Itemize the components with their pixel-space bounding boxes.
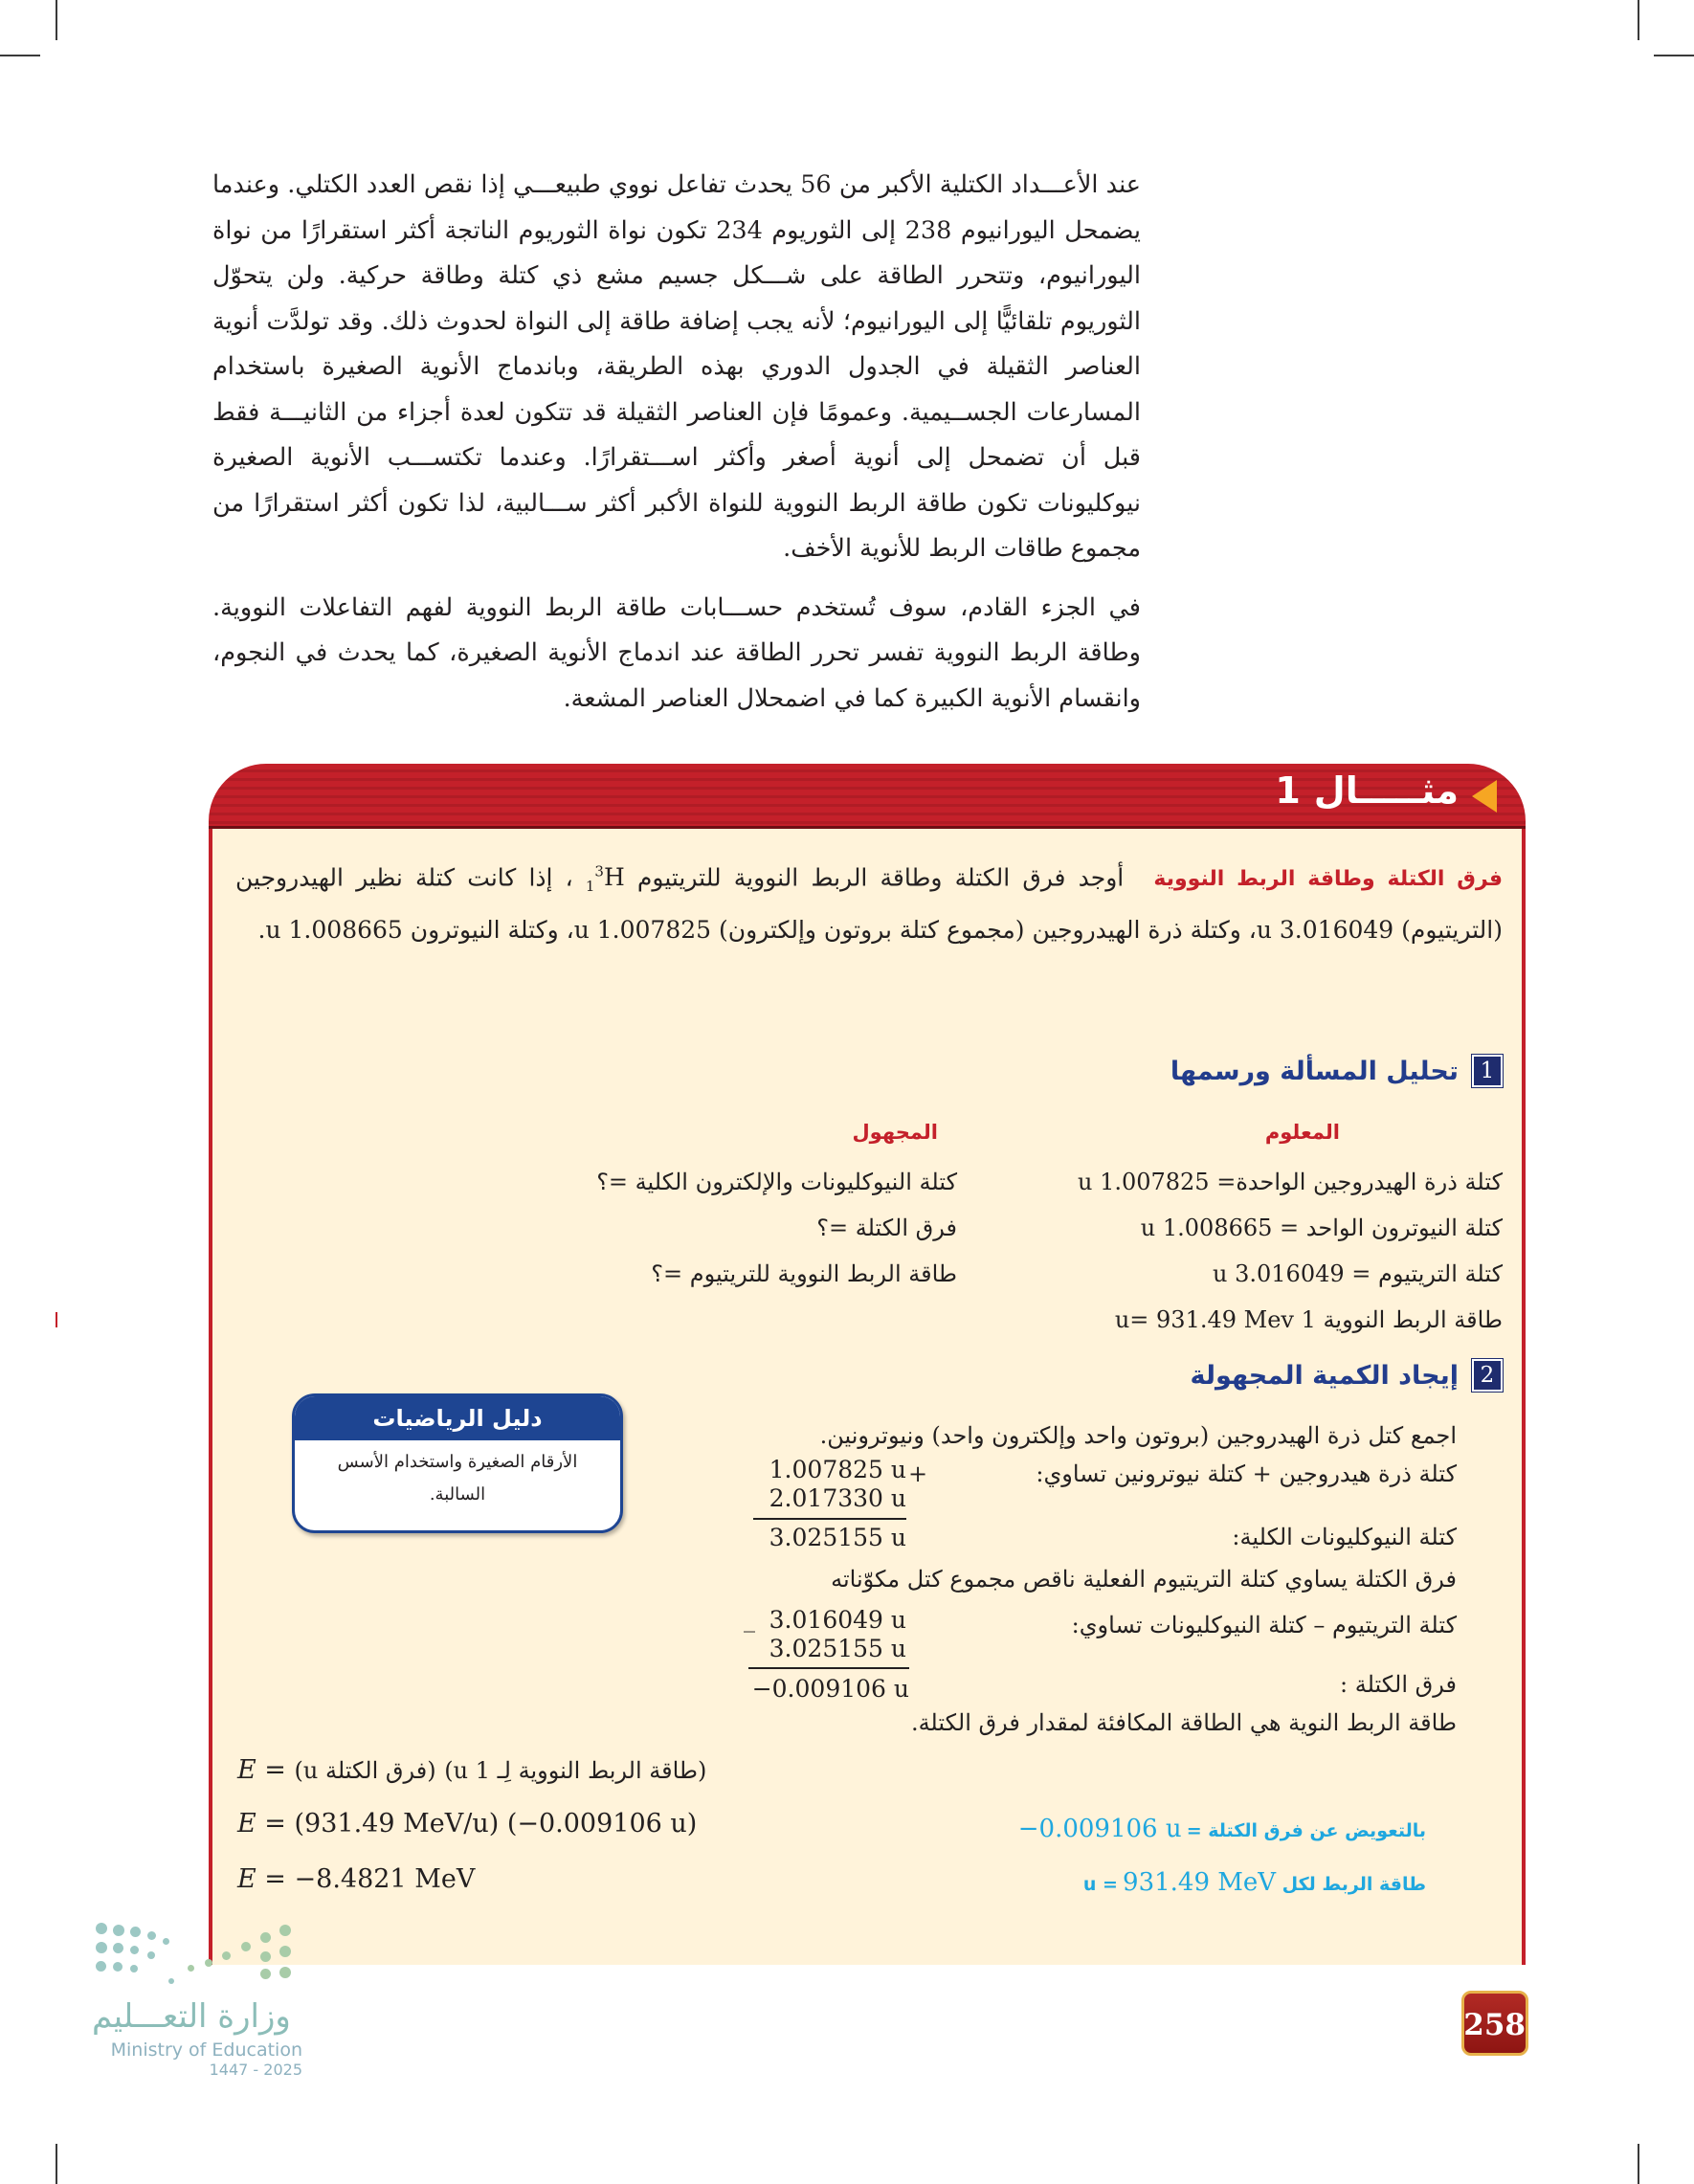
paragraph: في الجزء القادم، سوف تُستخدم حســـابات طاقة الربط النووية لفهم التفاعلات النووية. وطاقة الربط النووية تفسر تحرر الطاقة عند اندماج الأنوية الصغيرة، كما يحدث في النجوم، وانقسام الأنوية الكبيرة كما في اضمحلال العناصر المشعة. bbox=[212, 592, 1141, 713]
equation-3: E = −8.4821 MeV bbox=[237, 1864, 476, 1894]
math-handbook-text: الأرقام الصغيرة واستخدام الأسس السالبة. bbox=[337, 1452, 578, 1504]
math-handbook-title: دليل الرياضيات bbox=[295, 1396, 620, 1440]
diff-label: كتلة التريتيوم – كتلة النيوكليونات تساوي: bbox=[1071, 1612, 1457, 1638]
example-header bbox=[209, 764, 1526, 829]
ministry-name-en: Ministry of Education bbox=[110, 2039, 302, 2061]
ministry-name-ar: وزارة التعـــليم bbox=[92, 1997, 291, 2036]
unknown-item: كتلة النيوكليونات والإلكترون الكلية =؟ bbox=[596, 1169, 957, 1195]
equation-2: E = (931.49 MeV/u) (−0.009106 u) bbox=[237, 1809, 698, 1839]
crop-mark bbox=[0, 55, 40, 56]
page-number: 258 bbox=[1461, 1991, 1528, 2056]
mass-defect-value: −0.009106 u bbox=[751, 1675, 909, 1703]
substitution-note: بالتعويض عن فرق الكتلة = −0.009106 u bbox=[1017, 1815, 1426, 1843]
mass-defect-label: فرق الكتلة : bbox=[1340, 1671, 1457, 1698]
binding-energy-intro: طاقة الربط النوية هي الطاقة المكافئة لمقدار فرق الكتلة. bbox=[910, 1709, 1457, 1736]
diff-intro: فرق الكتلة يساوي كتلة التريتيوم الفعلية ناقص مجموع كتل مكوّناته bbox=[831, 1566, 1457, 1593]
known-list bbox=[1078, 1159, 1503, 1343]
equation-1: E = (طاقة الربط النووية لِـ 1 u) (فرق الكتلة u) bbox=[237, 1755, 707, 1785]
total-label: كتلة النيوكليونات الكلية: bbox=[1232, 1524, 1457, 1550]
math-handbook-box bbox=[292, 1393, 623, 1533]
crop-mark bbox=[1638, 0, 1639, 40]
problem-topic: فرق الكتلة وطاقة الربط النووية bbox=[1153, 867, 1504, 892]
unknown-header: المجهول bbox=[852, 1121, 938, 1144]
minus-operator: _ bbox=[744, 1606, 755, 1633]
step-number-badge: 1 bbox=[1472, 1055, 1503, 1087]
known-item: كتلة التريتيوم = 3.016049 u bbox=[1213, 1260, 1503, 1287]
step-number-badge: 2 bbox=[1472, 1359, 1503, 1392]
triangle-arrow-icon bbox=[1472, 780, 1497, 813]
example-title: مثـــــال1 bbox=[1275, 769, 1459, 812]
crop-mark bbox=[1654, 55, 1694, 56]
body-text bbox=[212, 163, 1141, 735]
known-header: المعلوم bbox=[1264, 1121, 1340, 1144]
plus-operator: + bbox=[908, 1460, 928, 1487]
edition-year: 2025 - 1447 bbox=[209, 2061, 302, 2079]
logo-dots-icon bbox=[92, 1919, 302, 1986]
step-2-heading: 2 إيجاد الكمية المجهولة bbox=[1191, 1359, 1503, 1392]
example-box bbox=[209, 764, 1526, 1965]
diff-rule bbox=[748, 1667, 909, 1669]
paragraph: عند الأعـــداد الكتلية الأكبر من 56 يحدث تفاعل نووي طبيعـــي إذا نقص العدد الكتلي. وعندما يضمحل اليورانيوم 238 إلى الثوريوم 234 تكون نواة الثوريوم الناتجة أكثر استقرارًا من نواة اليورانيوم، وتتحرر الطاقة على شـــكل جسيم مشع ذي كتلة وطاقة حركية. ولن يتحوّل الثوريوم تلقائيًّا إلى اليورانيوم؛ لأنه يجب إضافة طاقة إلى النواة لحدوث ذلك. وقد تولدَّت أنوية العناصر الثقيلة في الجدول الدوري بهذه الطريقة، وباندماج الأنوية الصغيرة باستخدام المسارعات الجســيمية. وعمومًا فإن العناصر الثقيلة قد تتكون لعدة أجزاء من الثانيـــة فقط قبل أن تضمحل إلى أنوية أصغر وأكثر اســـتقرارًا. وعندما تكتســـب الأنوية الصغيرة نيوكليونات تكون طاقة الربط النووية للنواة الأكبر أكثر ســـالبية، لذا تكون أكثر استقرارًا من مجموع طاقات الربط للأنوية الأخف. bbox=[212, 170, 1141, 563]
step-1-heading: 1 تحليل المسألة ورسمها bbox=[1170, 1055, 1503, 1087]
known-item: كتلة ذرة الهيدروجين الواحدة= 1.007825 u bbox=[1077, 1169, 1503, 1195]
known-item: طاقة الربط النووية 1 u= 931.49 Mev bbox=[1114, 1306, 1503, 1333]
total-value: 3.025155 u bbox=[769, 1524, 906, 1551]
problem-statement: فرق الكتلة وطاقة الربط النووية أوجد فرق الكتلة وطاقة الربط النووية للتريتيوم $_1^3$H ، إذا كانت كتلة نظير الهيدروجين (التريتيوم) 3.016049 u، وكتلة ذرة الهيدروجين (مجموع كتلة بروتون وإلكترون) 1.007825 u، وكتلة النيوترون 1.008665 u. bbox=[235, 863, 1504, 945]
step2-intro: اجمع كتل ذرة الهيدروجين (بروتون واحد وإلكترون واحد) ونيوترونين. bbox=[819, 1422, 1457, 1449]
sum-rule bbox=[753, 1518, 906, 1520]
diff-values: 3.016049 u 3.025155 u bbox=[769, 1606, 906, 1662]
crop-mark bbox=[56, 0, 57, 40]
crop-mark bbox=[56, 2144, 57, 2184]
unknown-item: فرق الكتلة =؟ bbox=[816, 1215, 957, 1241]
sum-label: كتلة ذرة هيدروجين + كتلة نيوترونين تساوي: bbox=[1036, 1460, 1457, 1487]
unknown-item: طاقة الربط النووية للتريتيوم =؟ bbox=[651, 1260, 957, 1287]
substitution-note: طاقة الربط لكل u = 931.49 MeV bbox=[1082, 1868, 1426, 1897]
sum-values: 1.007825 u 2.017330 u bbox=[769, 1456, 906, 1512]
crop-mark bbox=[1638, 2144, 1639, 2184]
ministry-logo bbox=[92, 1919, 302, 2079]
isotope-symbol: $_1^3$H bbox=[585, 863, 625, 896]
unknown-list bbox=[596, 1159, 957, 1297]
example-body bbox=[209, 829, 1526, 1965]
margin-marker bbox=[56, 1312, 57, 1327]
known-item: كتلة النيوترون الواحد = 1.008665 u bbox=[1140, 1215, 1503, 1241]
